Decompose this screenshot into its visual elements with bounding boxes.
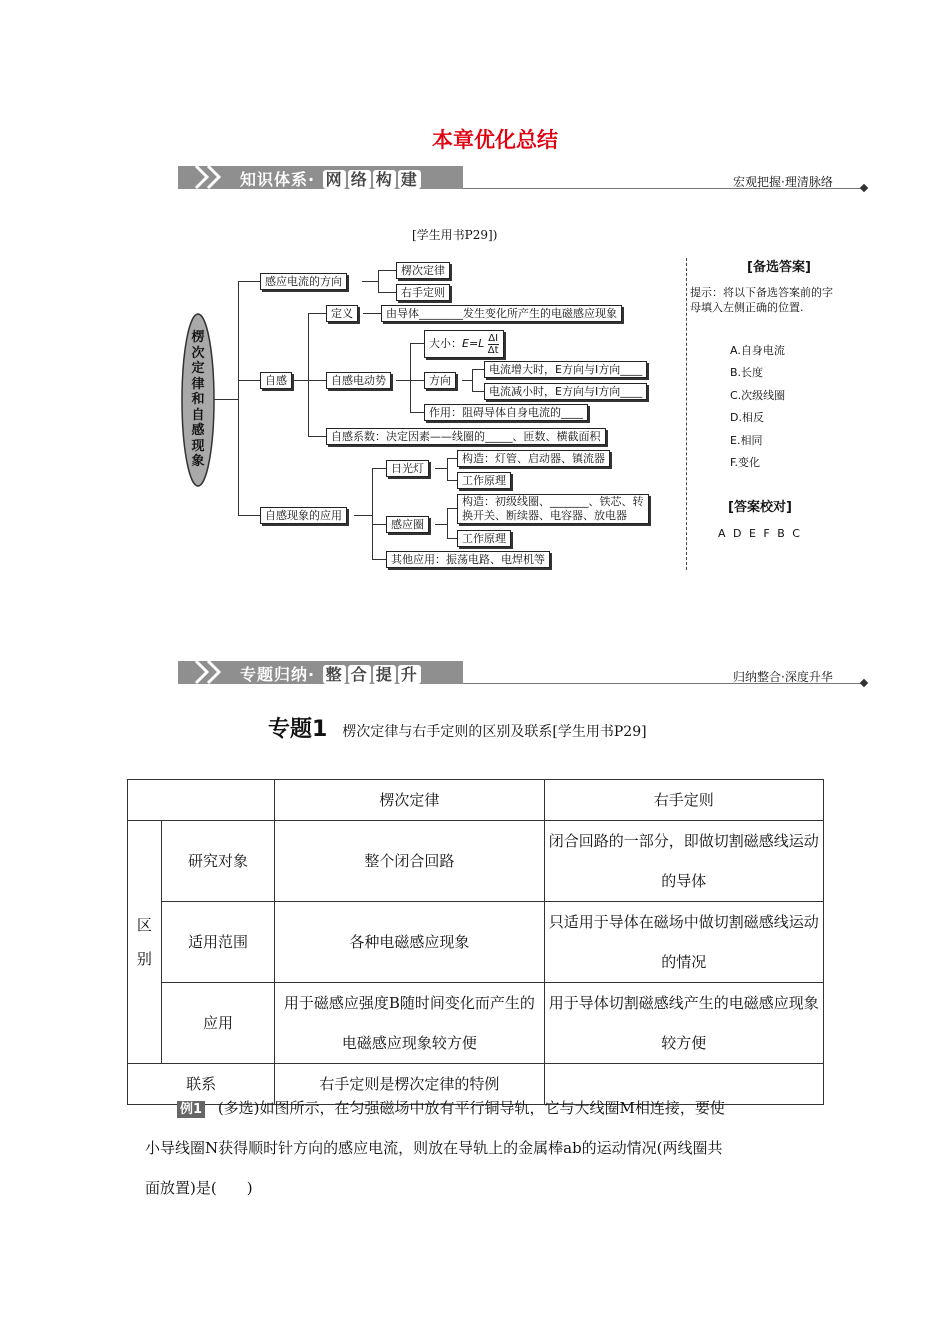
connector xyxy=(472,391,484,392)
double-chevron-icon xyxy=(192,659,232,686)
connector xyxy=(396,380,410,381)
answers-hint-line: 母填入左侧正确的位置. xyxy=(690,301,804,314)
connector xyxy=(472,369,484,370)
connector xyxy=(462,380,472,381)
formula-lhs: E=L xyxy=(462,337,485,350)
connector xyxy=(372,524,386,525)
row-label: 适用范围 xyxy=(161,902,274,983)
connector xyxy=(378,270,379,293)
answer-option: F.变化 xyxy=(730,456,761,470)
cell-lenz: 用于磁感应强度B随时间变化而产生的电磁感应现象较方便 xyxy=(275,983,544,1064)
node-definition: 定义 xyxy=(326,305,358,322)
node-induced-direction: 感应电流的方向 xyxy=(260,273,347,290)
connector xyxy=(362,281,378,282)
answers-options xyxy=(730,340,860,474)
connector xyxy=(308,313,326,314)
connector xyxy=(372,468,373,560)
example-line: 面放置)是( ) xyxy=(145,1179,253,1197)
connector xyxy=(410,343,424,344)
coil-structure-line: 构造：初级线圈、_______、铁芯、转 xyxy=(462,495,644,508)
cell-right-hand: 用于导体切割磁感线产生的电磁感应现象较方便 xyxy=(544,983,823,1064)
answers-hint xyxy=(690,285,860,315)
connector xyxy=(378,270,396,271)
example-paragraph xyxy=(145,1088,825,1208)
node-right-hand: 右手定则 xyxy=(396,284,450,301)
node-self-induction: 自感 xyxy=(260,372,292,389)
formula-fraction xyxy=(488,333,499,356)
table-row xyxy=(128,902,824,983)
connector xyxy=(308,436,326,437)
node-direction: 方向 xyxy=(424,372,456,389)
formula-numerator: ΔI xyxy=(488,332,499,344)
node-decrease: 电流减小时，E方向与I方向____ xyxy=(484,383,647,400)
node-fluorescent: 日光灯 xyxy=(386,460,429,477)
answers-panel xyxy=(690,256,860,540)
formula-denominator: Δt xyxy=(487,344,499,356)
cell-lenz: 整个闭合回路 xyxy=(275,821,544,902)
answers-check: A D E F B C xyxy=(718,527,800,541)
node-definition-text: 由导体________发生变化所产生的电磁感应现象 xyxy=(381,305,622,322)
comparison-table xyxy=(127,779,824,1105)
header-right-hand: 右手定则 xyxy=(544,780,823,821)
connector xyxy=(447,508,448,539)
topic-heading xyxy=(268,712,647,743)
connector xyxy=(214,399,238,400)
connector xyxy=(472,369,473,392)
connector xyxy=(363,313,381,314)
connector xyxy=(294,380,308,381)
connector xyxy=(410,412,424,413)
banner-key-char: 网 xyxy=(323,170,346,189)
banner-key-char: 建 xyxy=(398,170,421,189)
cell-right-hand: 只适用于导体在磁场中做切割磁感线运动的情况 xyxy=(544,902,823,983)
node-coil-principle: 工作原理 xyxy=(457,530,511,547)
example-line: 小导线圈N获得顺时针方向的感应电流，则放在导轨上的金属棒ab的运动情况(两线圈共 xyxy=(145,1139,723,1157)
node-lenz: 楞次定律 xyxy=(396,262,450,279)
node-coefficient: 自感系数：决定因素——线圈的_____、匝数、横截面积 xyxy=(326,428,606,445)
banner-subtitle: 宏观把握·理清脉络 xyxy=(733,175,833,189)
table-row xyxy=(128,821,824,902)
connector xyxy=(238,380,260,381)
connector xyxy=(435,524,447,525)
row-label: 研究对象 xyxy=(161,821,274,902)
answers-title: [备选答案] xyxy=(747,260,811,275)
banner-key-char: 合 xyxy=(348,665,371,684)
banner-title xyxy=(240,662,422,685)
cell-lenz: 各种电磁感应现象 xyxy=(275,902,544,983)
connector xyxy=(447,480,457,481)
page-title: 本章优化总结 xyxy=(432,128,558,152)
node-fl-principle: 工作原理 xyxy=(457,472,511,489)
connector xyxy=(372,468,386,469)
root-label: 楞次定律和自感现象 xyxy=(191,330,205,469)
banner-name: 专题归纳 xyxy=(240,665,309,684)
node-fl-structure: 构造：灯管、启动器、镇流器 xyxy=(457,450,610,467)
coil-structure-line: 换开关、断续器、电容器、放电器 xyxy=(462,509,627,522)
banner-key-char: 整 xyxy=(323,665,346,684)
answer-option: D.相反 xyxy=(730,411,764,425)
table-row xyxy=(128,983,824,1064)
connector xyxy=(435,468,447,469)
table-header-row xyxy=(128,780,824,821)
connector xyxy=(410,343,411,413)
node-coil-structure xyxy=(457,494,649,524)
group-label: 区别 xyxy=(128,821,162,1064)
section-banner-summary xyxy=(178,659,878,686)
header-lenz: 楞次定律 xyxy=(275,780,544,821)
node-emf: 自感电动势 xyxy=(326,372,391,389)
banner-key-char: 构 xyxy=(373,170,396,189)
banner-key-char: 络 xyxy=(348,170,371,189)
answer-option: A.自身电流 xyxy=(730,344,785,357)
relation-text: 右手定则是楞次定律的特例 xyxy=(275,1064,544,1105)
connector xyxy=(238,281,260,282)
answer-option: B.长度 xyxy=(730,366,764,380)
cell-right-hand: 闭合回路的一部分，即做切割磁感线运动的导体 xyxy=(544,821,823,902)
banner-subtitle: 归纳整合·深度升华 xyxy=(733,670,833,684)
banner-name: 知识体系 xyxy=(240,170,309,189)
table-corner xyxy=(128,780,275,821)
example-line xyxy=(145,1088,825,1128)
magnitude-label: 大小： xyxy=(429,337,462,350)
connector xyxy=(308,313,309,437)
connector xyxy=(447,508,457,509)
banner-sep: · xyxy=(308,170,316,189)
answers-hint-line: 提示：将以下备选答案前的字 xyxy=(690,286,833,299)
answer-option: E.相同 xyxy=(730,433,763,447)
topic-label: 专题1 xyxy=(268,717,328,742)
connector xyxy=(447,458,448,481)
relation-label: 联系 xyxy=(128,1064,275,1105)
connector xyxy=(372,559,386,560)
connector xyxy=(308,380,326,381)
example-badge: 例1 xyxy=(177,1101,205,1118)
answers-check-title: [答案校对] xyxy=(728,500,792,516)
dashed-divider xyxy=(686,258,687,570)
connector xyxy=(354,515,372,516)
section-reference: [学生用书P29]) xyxy=(412,228,498,242)
topic-text: 楞次定律与右手定则的区别及联系[学生用书P29] xyxy=(342,724,647,740)
connector xyxy=(378,292,396,293)
connector xyxy=(238,515,260,516)
connector xyxy=(447,538,457,539)
connector xyxy=(410,380,424,381)
banner-key-char: 提 xyxy=(373,665,396,684)
row-label: 应用 xyxy=(161,983,274,1064)
connector xyxy=(238,281,239,516)
node-coil: 感应圈 xyxy=(386,516,429,533)
node-other: 其他应用：振荡电路、电焊机等 xyxy=(386,551,550,568)
diamond-icon xyxy=(860,679,868,687)
node-increase: 电流增大时，E方向与I方向____ xyxy=(484,361,647,378)
banner-key-char: 升 xyxy=(398,665,421,684)
answer-option: C.次级线圈 xyxy=(730,388,786,402)
node-application: 自感现象的应用 xyxy=(260,507,347,524)
example-text: (多选)如图所示，在匀强磁场中放有平行铜导轨，它与大线圈M相连接，要使 xyxy=(217,1099,725,1117)
banner-sep: · xyxy=(308,665,316,684)
node-magnitude xyxy=(424,330,504,358)
node-effect: 作用：阻碍导体自身电流的____ xyxy=(424,404,588,421)
connector xyxy=(447,458,457,459)
